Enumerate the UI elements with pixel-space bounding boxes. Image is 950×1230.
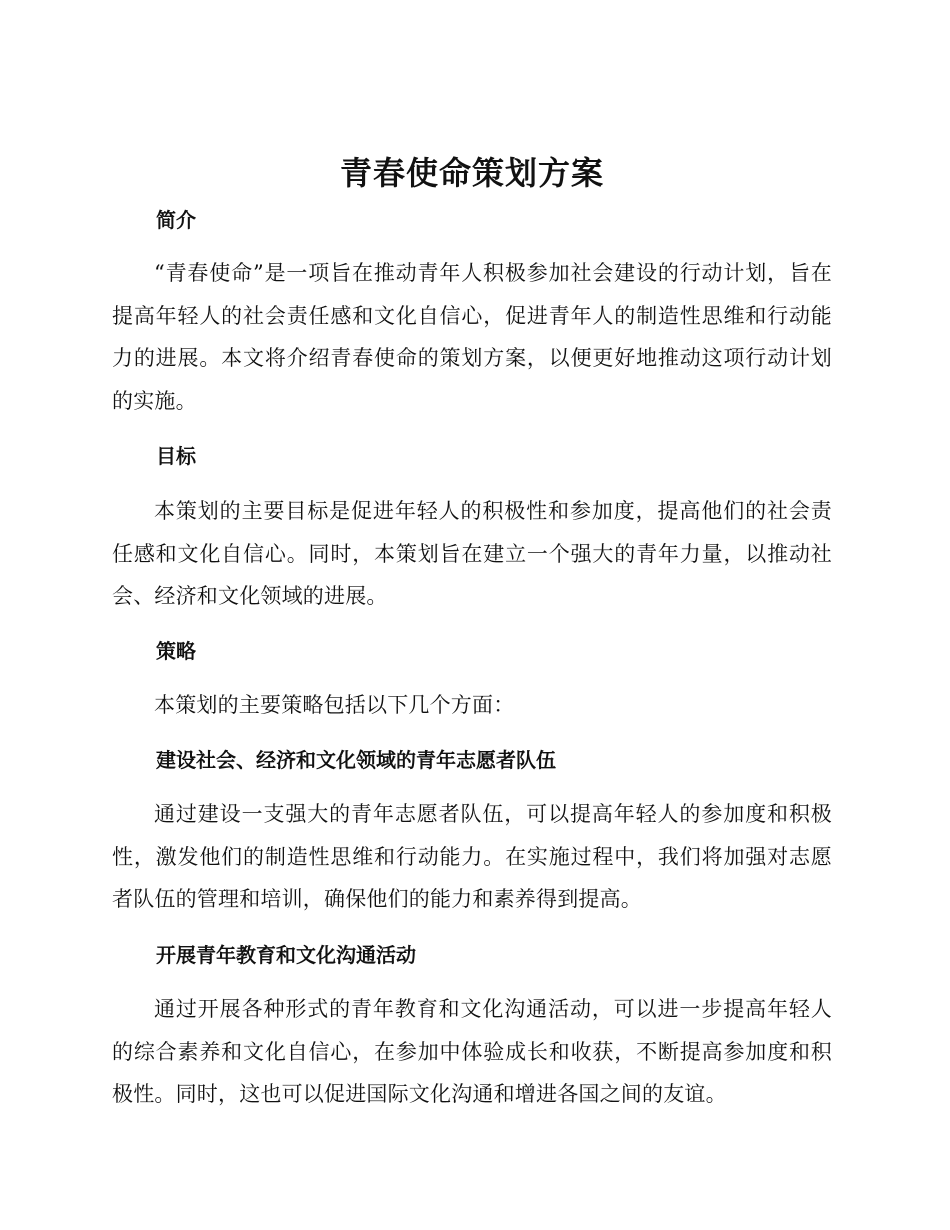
page-title: 青春使命策划方案 xyxy=(339,154,604,192)
section-heading-education: 开展青年教育和文化沟通活动 xyxy=(156,943,416,967)
section-paragraph-strategy: 本策划的主要策略包括以下几个方面： xyxy=(154,693,515,717)
section-heading-strategy: 策略 xyxy=(156,639,196,663)
section-heading-volunteers: 建设社会、经济和文化领域的青年志愿者队伍 xyxy=(156,748,556,772)
section-paragraph-goal: 本策划的主要目标是促进年轻人的积极性和参加度，提高他们的社会责任感和文化自信心。同时，本策划旨在建立一个强大的青年力量，以推动社会、经济和文化领域的进展。 xyxy=(112,499,832,608)
section-paragraph-intro: “青春使命”是一项旨在推动青年人积极参加社会建设的行动计划，旨在提高年轻人的社会责任感和文化自信心，促进青年人的制造性思维和行动能力的进展。本文将介绍青春使命的策划方案，以便更好地推动这项行动计划的实施。 xyxy=(112,261,832,413)
section-heading-intro: 简介 xyxy=(156,208,196,232)
section-heading-goal: 目标 xyxy=(156,444,196,468)
section-paragraph-education: 通过开展各种形式的青年教育和文化沟通活动，可以进一步提高年轻人的综合素养和文化自信心，在参加中体验成长和收获，不断提高参加度和积极性。同时，这也可以促进国际文化沟通和增进各国之间的友谊。 xyxy=(112,997,832,1106)
section-paragraph-volunteers: 通过建设一支强大的青年志愿者队伍，可以提高年轻人的参加度和积极性，激发他们的制造性思维和行动能力。在实施过程中，我们将加强对志愿者队伍的管理和培训，确保他们的能力和素养得到提高。 xyxy=(112,802,832,911)
